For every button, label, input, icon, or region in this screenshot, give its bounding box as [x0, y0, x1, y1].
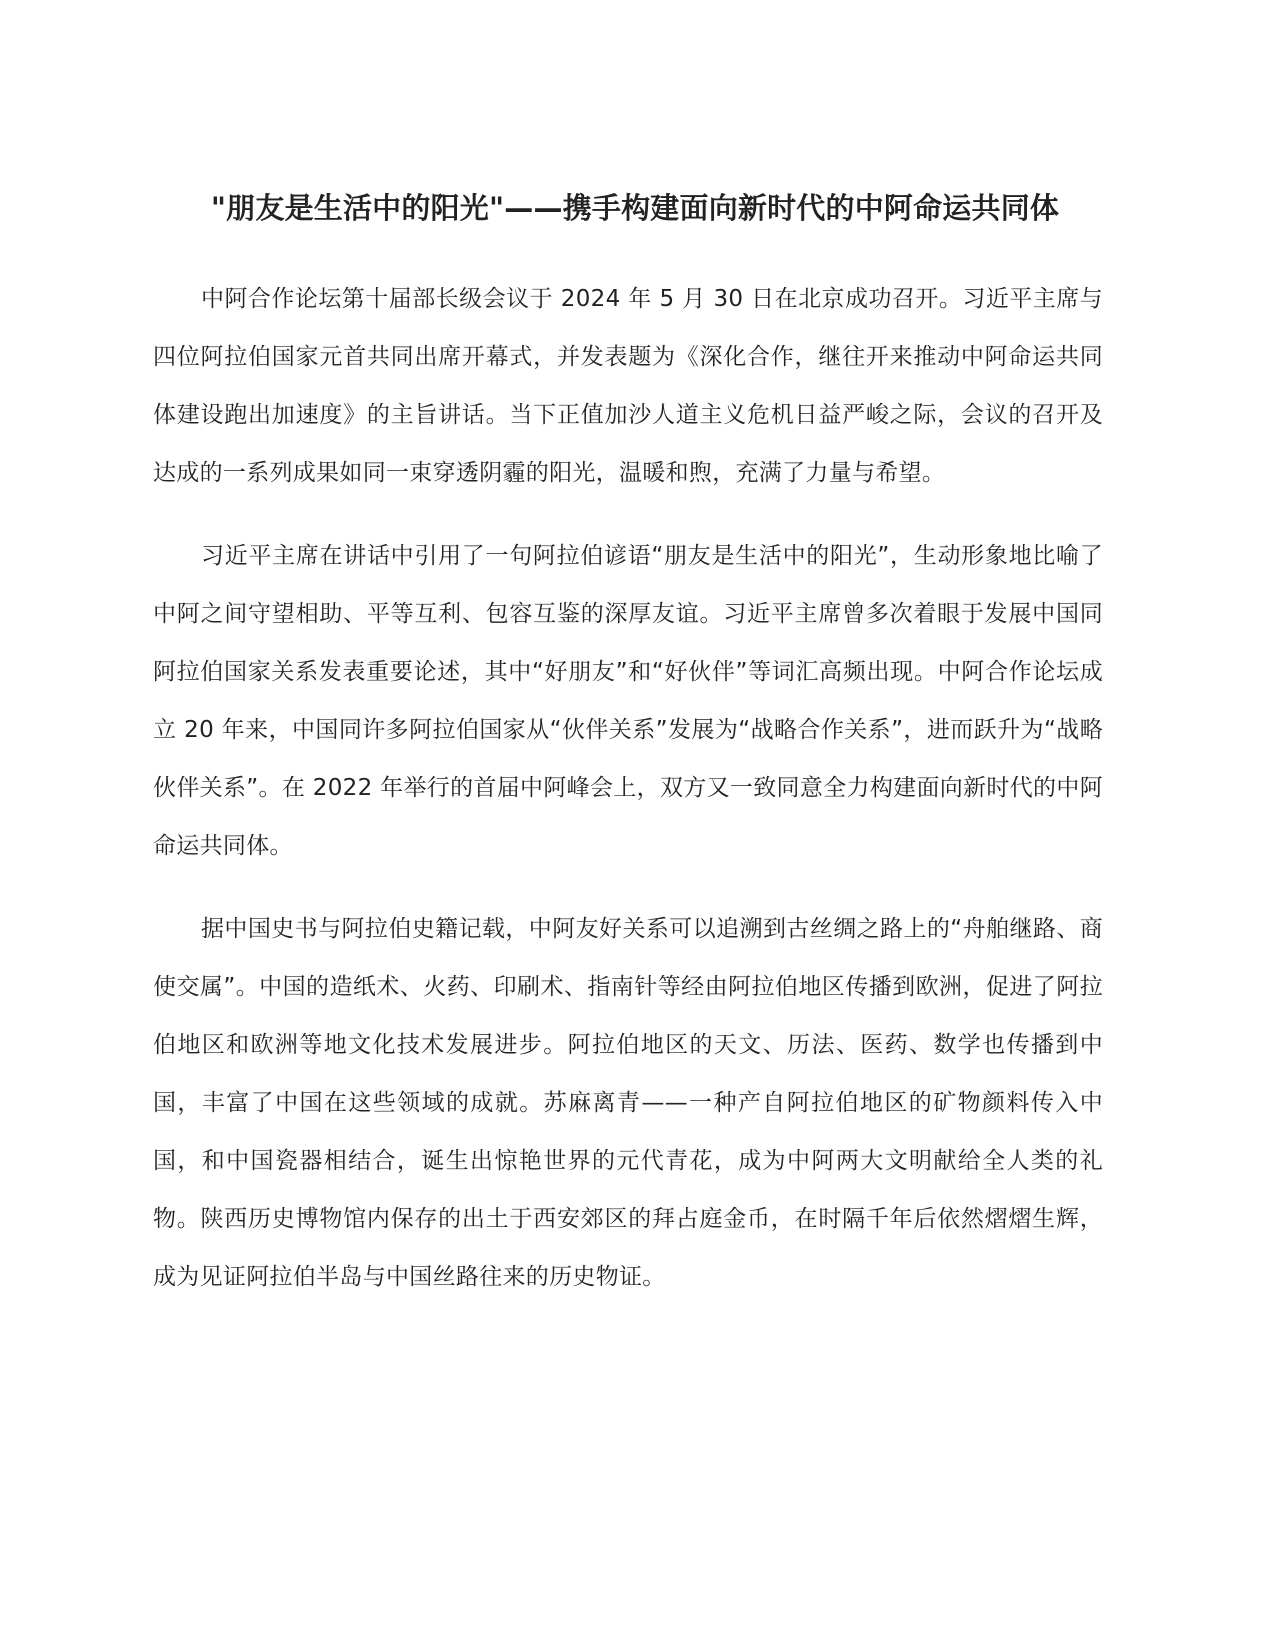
- paragraph-1: 中阿合作论坛第十届部长级会议于 2024 年 5 月 30 日在北京成功召开。习近平主席与四位阿拉伯国家元首共同出席开幕式，并发表题为《深化合作，继往开来推动中阿命运共同体建设跑出加速度》的主旨讲话。当下正值加沙人道主义危机日益严峻之际，会议的召开及达成的一系列成果如同一束穿透阴霾的阳光，温暖和煦，充满了力量与希望。: [153, 286, 1103, 486]
- paragraph-3: 据中国史书与阿拉伯史籍记载，中阿友好关系可以追溯到古丝绸之路上的“舟舶继路、商使交属”。中国的造纸术、火药、印刷术、指南针等经由阿拉伯地区传播到欧洲，促进了阿拉伯地区和欧洲等地文化技术发展进步。阿拉伯地区的天文、历法、医药、数学也传播到中国，丰富了中国在这些领域的成就。苏麻离青——一种产自阿拉伯地区的矿物颜料传入中国，和中国瓷器相结合，诞生出惊艳世界的元代青花，成为中阿两大文明献给全人类的礼物。陕西历史博物馆内保存的出土于西安郊区的拜占庭金币，在时隔千年后依然熠熠生辉，成为见证阿拉伯半岛与中国丝路往来的历史物证。: [153, 916, 1103, 1290]
- paragraph-2: 习近平主席在讲话中引用了一句阿拉伯谚语“朋友是生活中的阳光”，生动形象地比喻了中阿之间守望相助、平等互利、包容互鉴的深厚友谊。习近平主席曾多次着眼于发展中国同阿拉伯国家关系发表重要论述，其中“好朋友”和“好伙伴”等词汇高频出现。中阿合作论坛成立 20 年来，中国同许多阿拉伯国家从“伙伴关系”发展为“战略合作关系”，进而跃升为“战略伙伴关系”。在 2022 年举行的首届中阿峰会上，双方又一致同意全力构建面向新时代的中阿命运共同体。: [153, 543, 1103, 859]
- article-title: "朋友是生活中的阳光"——携手构建面向新时代的中阿命运共同体: [210, 191, 1060, 225]
- article-body: [153, 270, 1103, 1331]
